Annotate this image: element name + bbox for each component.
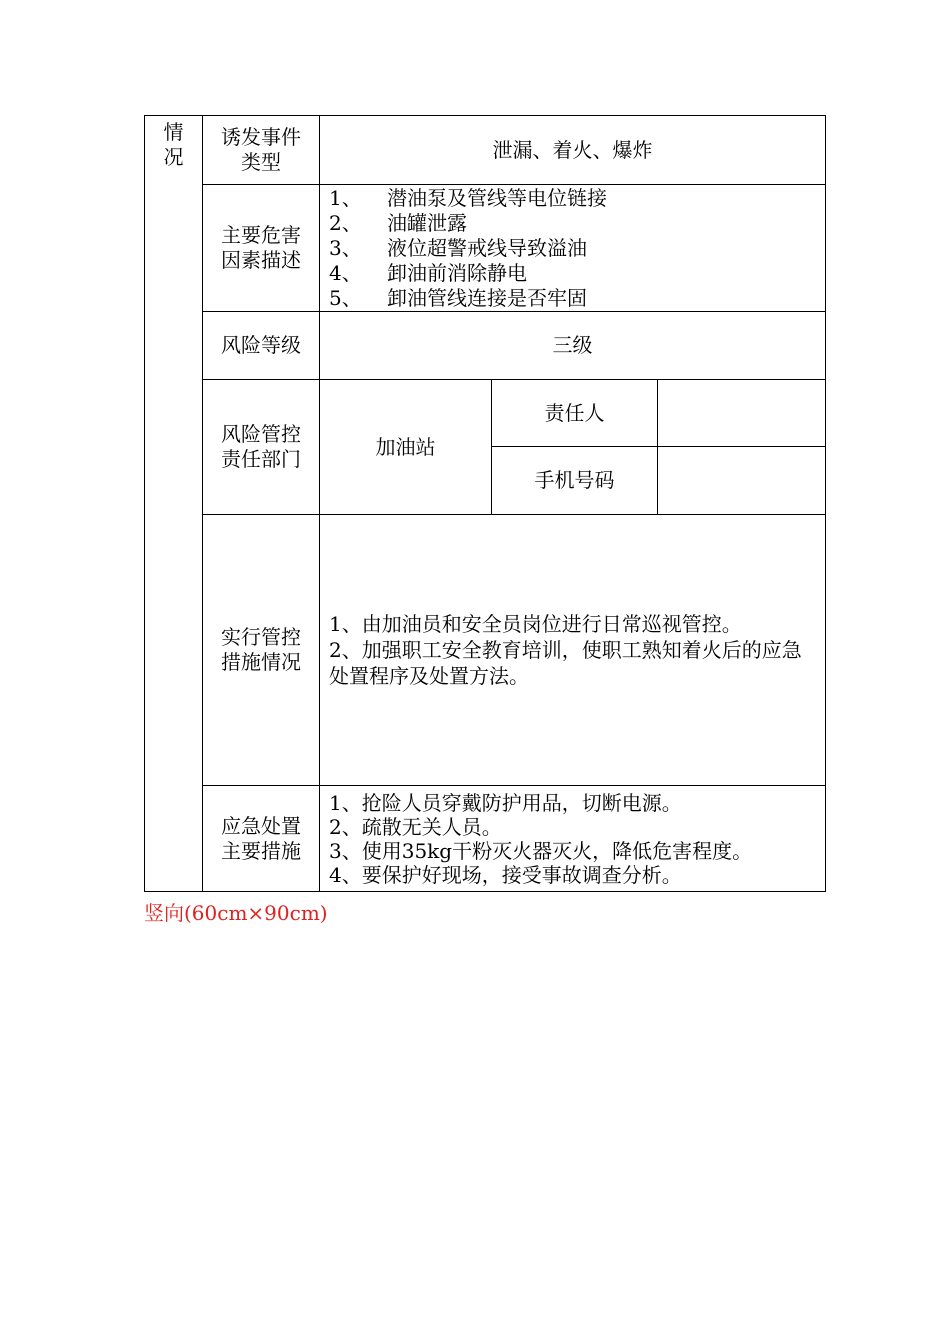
row-risk-level xyxy=(145,312,826,380)
department-label-cell xyxy=(203,380,320,515)
risk-level-label: 风险等级 xyxy=(203,312,320,380)
list-item: 4、要保护好现场，接受事故调查分析。 xyxy=(329,862,682,887)
orientation-note: 竖向(60cm×90cm) xyxy=(144,901,328,925)
list-item: 2、加强职工安全教育培训，使职工熟知着火后的应急处置程序及处置方法。 xyxy=(329,638,802,688)
list-item: 4、 卸油前消除静电 xyxy=(329,260,527,285)
event-type-label-cell xyxy=(203,116,320,185)
row-emergency xyxy=(145,786,826,892)
event-type-value: 泄漏、着火、爆炸 xyxy=(320,116,826,185)
side-label-char: 情 xyxy=(163,120,184,144)
list-item: 5、 卸油管线连接是否牢固 xyxy=(329,285,587,310)
event-type-label: 诱发事件 xyxy=(221,125,301,149)
department-value: 加油站 xyxy=(320,380,492,515)
hazards-label: 因素描述 xyxy=(221,248,301,272)
side-label-char: 况 xyxy=(163,145,184,169)
phone-label: 手机号码 xyxy=(492,447,658,515)
emergency-measures-list xyxy=(320,791,825,887)
hazards-list xyxy=(320,186,825,311)
list-item: 1、 潜油泵及管线等电位链接 xyxy=(329,185,607,210)
department-label: 风险管控 xyxy=(221,422,301,446)
emergency-label: 应急处置 xyxy=(221,813,301,838)
control-measures-label: 实行管控 xyxy=(221,625,301,649)
control-measures-cell xyxy=(320,515,826,786)
hazards-list-cell xyxy=(320,185,826,312)
risk-info-table xyxy=(144,115,826,892)
row-control-measures xyxy=(145,515,826,786)
hazards-label-cell xyxy=(203,185,320,312)
responsible-person-label: 责任人 xyxy=(492,380,658,447)
row-department-top xyxy=(145,380,826,447)
list-item: 1、抢险人员穿戴防护用品，切断电源。 xyxy=(329,790,682,815)
control-measures-label-cell xyxy=(203,515,320,786)
emergency-label: 主要措施 xyxy=(221,838,301,863)
department-label: 责任部门 xyxy=(221,447,301,471)
emergency-label-cell xyxy=(203,786,320,892)
responsible-person-value xyxy=(658,380,826,447)
row-event-type xyxy=(145,116,826,185)
row-hazards xyxy=(145,185,826,312)
hazards-label: 主要危害 xyxy=(221,223,301,247)
list-item: 2、 油罐泄露 xyxy=(329,210,467,235)
list-item: 3、使用35kg干粉灭火器灭火，降低危害程度。 xyxy=(329,838,753,863)
side-label-cell xyxy=(145,116,203,892)
list-item: 2、疏散无关人员。 xyxy=(329,814,502,839)
phone-value xyxy=(658,447,826,515)
list-item: 1、由加油员和安全员岗位进行日常巡视管控。 xyxy=(329,612,742,636)
event-type-label: 类型 xyxy=(241,150,281,174)
control-measures-list xyxy=(320,611,825,689)
control-measures-label: 措施情况 xyxy=(221,650,301,674)
list-item: 3、 液位超警戒线导致溢油 xyxy=(329,235,587,260)
emergency-measures-cell xyxy=(320,786,826,892)
risk-level-value: 三级 xyxy=(320,312,826,380)
